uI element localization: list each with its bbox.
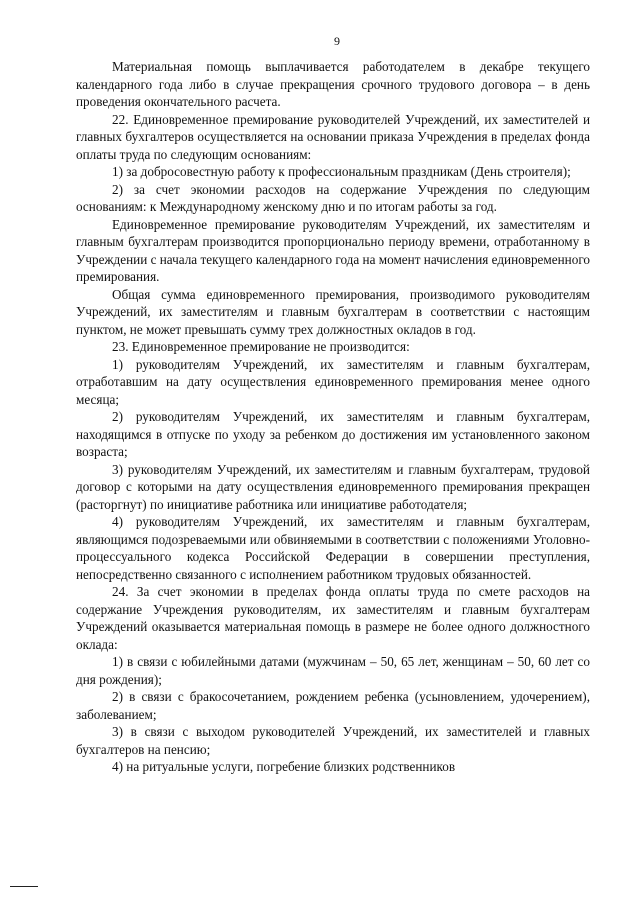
paragraph: 2) в связи с бракосочетанием, рождением ребенка (усыновлением, удочерением), заболеванием; xyxy=(76,689,590,722)
document-page xyxy=(76,34,590,776)
paragraph: 3) руководителям Учреждений, их заместителям и главным бухгалтерам, трудовой договор с которыми на дату осуществления единовременного премирования прекращен (расторгнут) по инициативе работника или инициативе работодателя; xyxy=(76,461,590,512)
paragraph: 24. За счет экономии в пределах фонда оплаты труда по смете расходов на содержание Учреждения руководителям, их заместителям и главным бухгалтерам Учреждений оказывается материальная помощь в размере не более одного должностного оклада: xyxy=(76,584,590,652)
paragraph: 22. Единовременное премирование руководителей Учреждений, их заместителей и главных бухгалтеров осуществляется на основании приказа Учреждения в пределах фонда оплаты труда по следующим основаниям: xyxy=(76,111,590,162)
paragraph: 2) за счет экономии расходов на содержание Учреждения по следующим основаниям: к Международному женскому дню и по итогам работы за год. xyxy=(76,181,590,214)
page-number: 9 xyxy=(334,34,340,48)
paragraph: 2) руководителям Учреждений, их заместителям и главным бухгалтерам, находящимся в отпуске по уходу за ребенком до достижения им установленного законом возраста; xyxy=(76,409,590,459)
paragraph: 1) руководителям Учреждений, их заместителям и главным бухгалтерам, отработавшим на дату осуществления единовременного премирования менее одного месяца; xyxy=(76,356,590,407)
paragraph: 23. Единовременное премирование не производится: xyxy=(112,339,410,354)
paragraph: Единовременное премирование руководителям Учреждений, их заместителям и главным бухгалтерам производится пропорционально периоду времени, отработанному в Учреждении с начала текущего календарного года на момент начисления единовременного премирования. xyxy=(76,216,590,284)
paragraph: 1) за добросовестную работу к профессиональным праздникам (День строителя); xyxy=(112,164,571,179)
paragraph: 4) на ритуальные услуги, погребение близких родственников xyxy=(112,759,456,774)
paragraph: Материальная помощь выплачивается работодателем в декабре текущего календарного года либо в случае прекращения срочного трудового договора – в день проведения окончательного расчета. xyxy=(76,59,590,109)
footer-rule xyxy=(10,886,38,887)
document-body xyxy=(76,58,590,776)
paragraph: 4) руководителям Учреждений, их заместителям и главным бухгалтерам, являющимся подозреваемыми или обвиняемыми в соответствии с положениями Уголовно-процессуального кодекса Российской Федерации в совершении преступления, непосредственно связанного с исполнением работником трудовых обязанностей. xyxy=(76,514,590,582)
paragraph: 3) в связи с выходом руководителей Учреждений, их заместителей и главных бухгалтеров на пенсию; xyxy=(76,724,590,757)
paragraph: 1) в связи с юбилейными датами (мужчинам – 50, 65 лет, женщинам – 50, 60 лет со дня рождения); xyxy=(76,654,590,687)
paragraph: Общая сумма единовременного премирования, производимого руководителям Учреждений, их заместителям и главным бухгалтерам в соответствии с настоящим пунктом, не может превышать сумму трех должностных окладов в год. xyxy=(76,286,590,337)
